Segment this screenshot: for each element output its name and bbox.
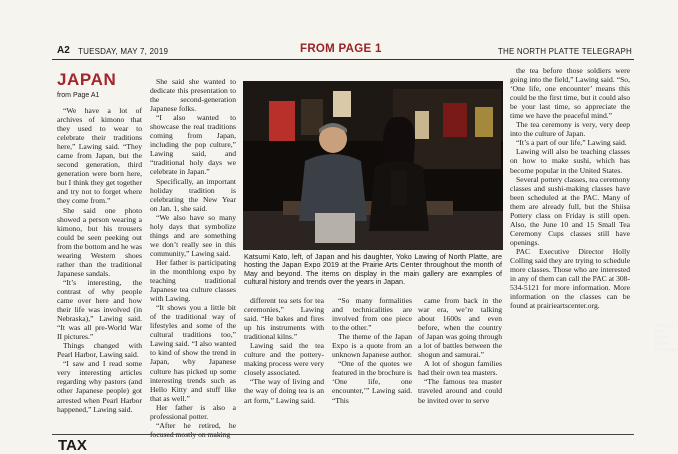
paragraph: “After he retired, he focused mostly on making: [150, 420, 236, 439]
paragraph: different tea sets for tea ceremonies,” Lawing said. “He bakes and fires up his instruments with traditional kilns.”: [244, 296, 324, 342]
article-column-4: [332, 296, 412, 405]
paragraph: “It’s interesting, the contrast of why people came over here and how their life was involved (in Nebraska),” Lawing said. “It was all pre-World War II pictures.”: [57, 277, 142, 342]
issue-date: TUESDAY, MAY 7, 2019: [78, 47, 169, 56]
paragraph: came from back in the war era, we’re talking about 1600s and even before, when the country of Japan was going through a lot of battles between the shogun and samurai.”: [418, 296, 502, 360]
paragraph: PAC Executive Director Holly Colling said they are trying to schedule more classes. Those who are interested in any of them can call the PAC at 308-534-5121 for more information. More information on the classes can be found at prairieartscenter.org.: [510, 246, 630, 311]
paragraph: “We have a lot of archives of kimono that they used to wear to celebrate their traditions here,” Lawing said. “They came from Japan, but the second generation, third generation were born here, but I think they get together and try not to forget where they come from.”: [57, 106, 142, 206]
paragraph: “The famous tea master traveled around and could be invited over to serve: [418, 377, 502, 405]
paragraph: The theme of the Japan Expo is a quote from an unknown Japanese author.: [332, 332, 412, 360]
article-column-2: [150, 77, 236, 439]
paragraph: “The way of living and the way of doing tea is an art form,” Lawing said.: [244, 377, 324, 405]
next-article-strip: [52, 434, 634, 453]
paragraph: “It shows you a little bit of the traditional way of lifestyles and some of the cultural traditions too,” Lawing said. “I also wanted to kind of show the trend in Japan, why Japanese culture has picked up some interesting trends such as Hello Kitty and stuff like that as well.”: [150, 303, 236, 403]
photo-father-daughter-gallery: [243, 81, 503, 250]
article-title: JAPAN: [57, 70, 117, 89]
section-label: FROM PAGE 1: [300, 43, 382, 55]
page-header: [52, 44, 634, 59]
paragraph: “I saw and I read some very interesting articles regarding why pastors (and other Japanese people) got arrested when Pearl Harbor happened,” Lawing said.: [57, 359, 142, 414]
paragraph: Lawing said the tea culture and the pottery-making process were very closely associated.: [244, 341, 324, 378]
paragraph: the tea before those soldiers were going into the field,” Lawing said. “So, ‘One life, one encounter’ means this could be the first time, but it could also be your last time, so appreciate the time we have the peaceful mind.”: [510, 66, 630, 121]
paragraph: “It’s a part of our life,” Lawing said.: [516, 138, 627, 148]
header-rule: [52, 59, 634, 60]
paragraph: “We also have so many holy days that symbolize things and are something we don’t really see in this community,” Lawing said.: [150, 212, 236, 258]
paragraph: Lawing will also be teaching classes on how to make sushi, which has become popular in the United States.: [510, 147, 630, 175]
article-column-3: [244, 296, 324, 405]
paragraph: Her father is also a professional potter.: [150, 402, 236, 421]
page-number: A2: [57, 45, 70, 56]
paragraph: She said she wanted to dedicate this presentation to the second-generation Japanese folks.: [150, 77, 236, 114]
paragraph: Several pottery classes, tea ceremony classes and sushi-making classes have been scheduled at the PAC. Many of them are already full, but the Shiisa Pottery class on Friday is still open. Also, the June 10 and 15 Small Tea Ceremony Cups classes still have openings.: [510, 174, 630, 247]
article-column-6: [510, 66, 630, 310]
newspaper-name: THE NORTH PLATTE TELEGRAPH: [497, 47, 632, 56]
paragraph: The tea ceremony is very, very deep into the culture of Japan.: [510, 120, 630, 139]
paragraph: “One of the quotes we featured in the brochure is ‘One life, one encounter,’” Lawing said. “This: [332, 359, 412, 405]
paragraph: Her father is participating in the monthlong expo by teaching traditional Japanese tea culture classes with Lawing.: [150, 257, 236, 304]
paragraph: Specifically, an important holiday tradition is celebrating the New Year on Jan. 1, she said.: [150, 176, 236, 213]
article-column-1: [57, 106, 142, 414]
photo-caption: Katsumi Kato, left, of Japan and his daughter, Yoko Lawing of North Platte, are hosting the Japan Expo 2019 at the Prairie Arts Center throughout the month of May and beyond. The items on display in the main gallery are examples of cultural history and trends over the years in Japan.: [244, 252, 502, 287]
paragraph: She said one photo showed a person wearing a kimono, but his trousers could be seen peeking out from the bottom and he was wearing Western shoes rather than the traditional Japanese sandals.: [57, 205, 142, 278]
paragraph: “I also wanted to showcase the real traditions coming from Japan, including the pop culture,” Lawing said, and “traditional holy days we celebrate in Japan.”: [150, 113, 236, 177]
article-column-5: [418, 296, 502, 405]
paragraph: “So many formalities and technicalities are involved from one piece to the other.”: [332, 296, 412, 333]
next-headline: TAX: [58, 437, 87, 454]
paragraph: Things changed with Pearl Harbor, Lawing said.: [57, 341, 142, 360]
photo-credit: Job Vigil / The North Platte Telegraph: [654, 323, 678, 353]
jump-line: from Page A1: [57, 92, 100, 99]
paragraph: A lot of shogun families had their own tea masters.: [418, 359, 502, 378]
